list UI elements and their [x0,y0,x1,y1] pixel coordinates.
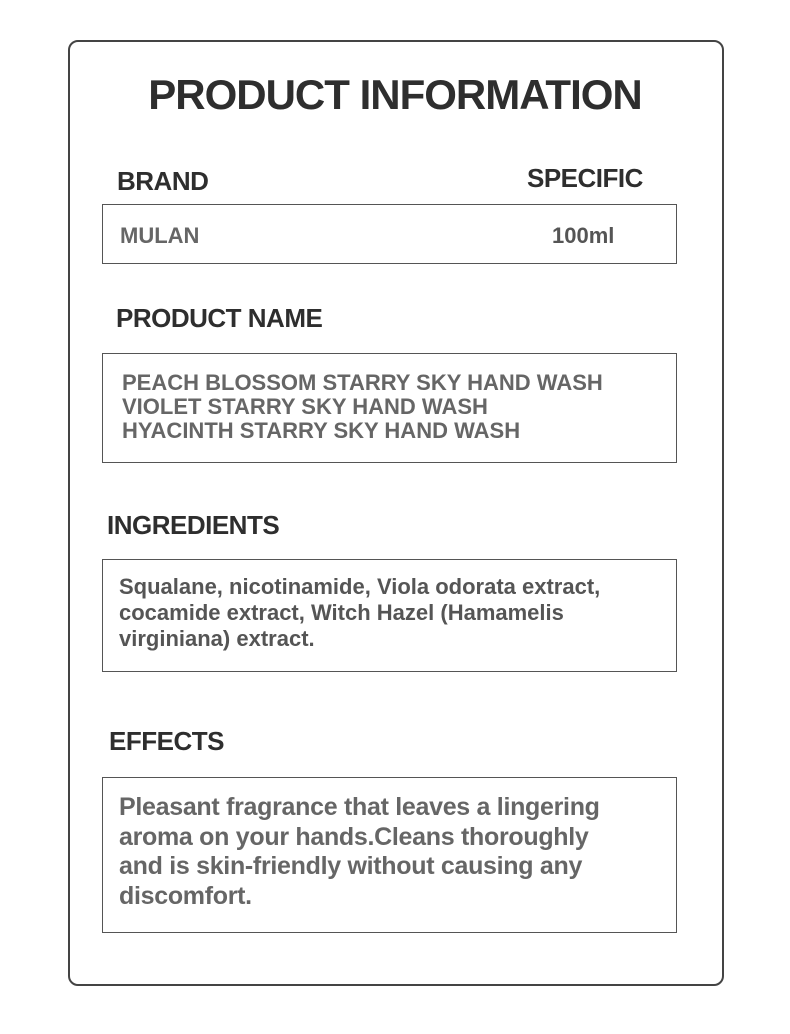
brand-value: MULAN [120,223,200,248]
effects-line: aroma on your hands.Cleans thoroughly [119,822,589,851]
ingredients-label: INGREDIENTS [107,510,280,540]
product-name-label: PRODUCT NAME [116,303,323,333]
effects-line: discomfort. [119,881,252,910]
ingredients-text [119,574,600,652]
product-name-item: PEACH BLOSSOM STARRY SKY HAND WASH [122,370,603,395]
effects-text [119,793,600,911]
specific-value: 100ml [552,223,615,248]
effects-line: Pleasant fragrance that leaves a lingering [119,793,600,821]
ingredients-line: cocamide extract, Witch Hazel (Hamamelis [119,600,564,625]
product-name-list [122,371,603,443]
brand-label: BRAND [117,166,209,196]
ingredients-line: virginiana) extract. [119,626,315,651]
product-name-item: VIOLET STARRY SKY HAND WASH [122,394,488,419]
ingredients-line: Squalane, nicotinamide, Viola odorata extract, [119,574,601,599]
specific-label: SPECIFIC [527,163,643,193]
product-name-item: HYACINTH STARRY SKY HAND WASH [122,418,521,443]
page-title: PRODUCT INFORMATION [148,71,642,118]
effects-label: EFFECTS [109,726,224,756]
effects-line: and is skin-friendly without causing any [119,852,583,880]
